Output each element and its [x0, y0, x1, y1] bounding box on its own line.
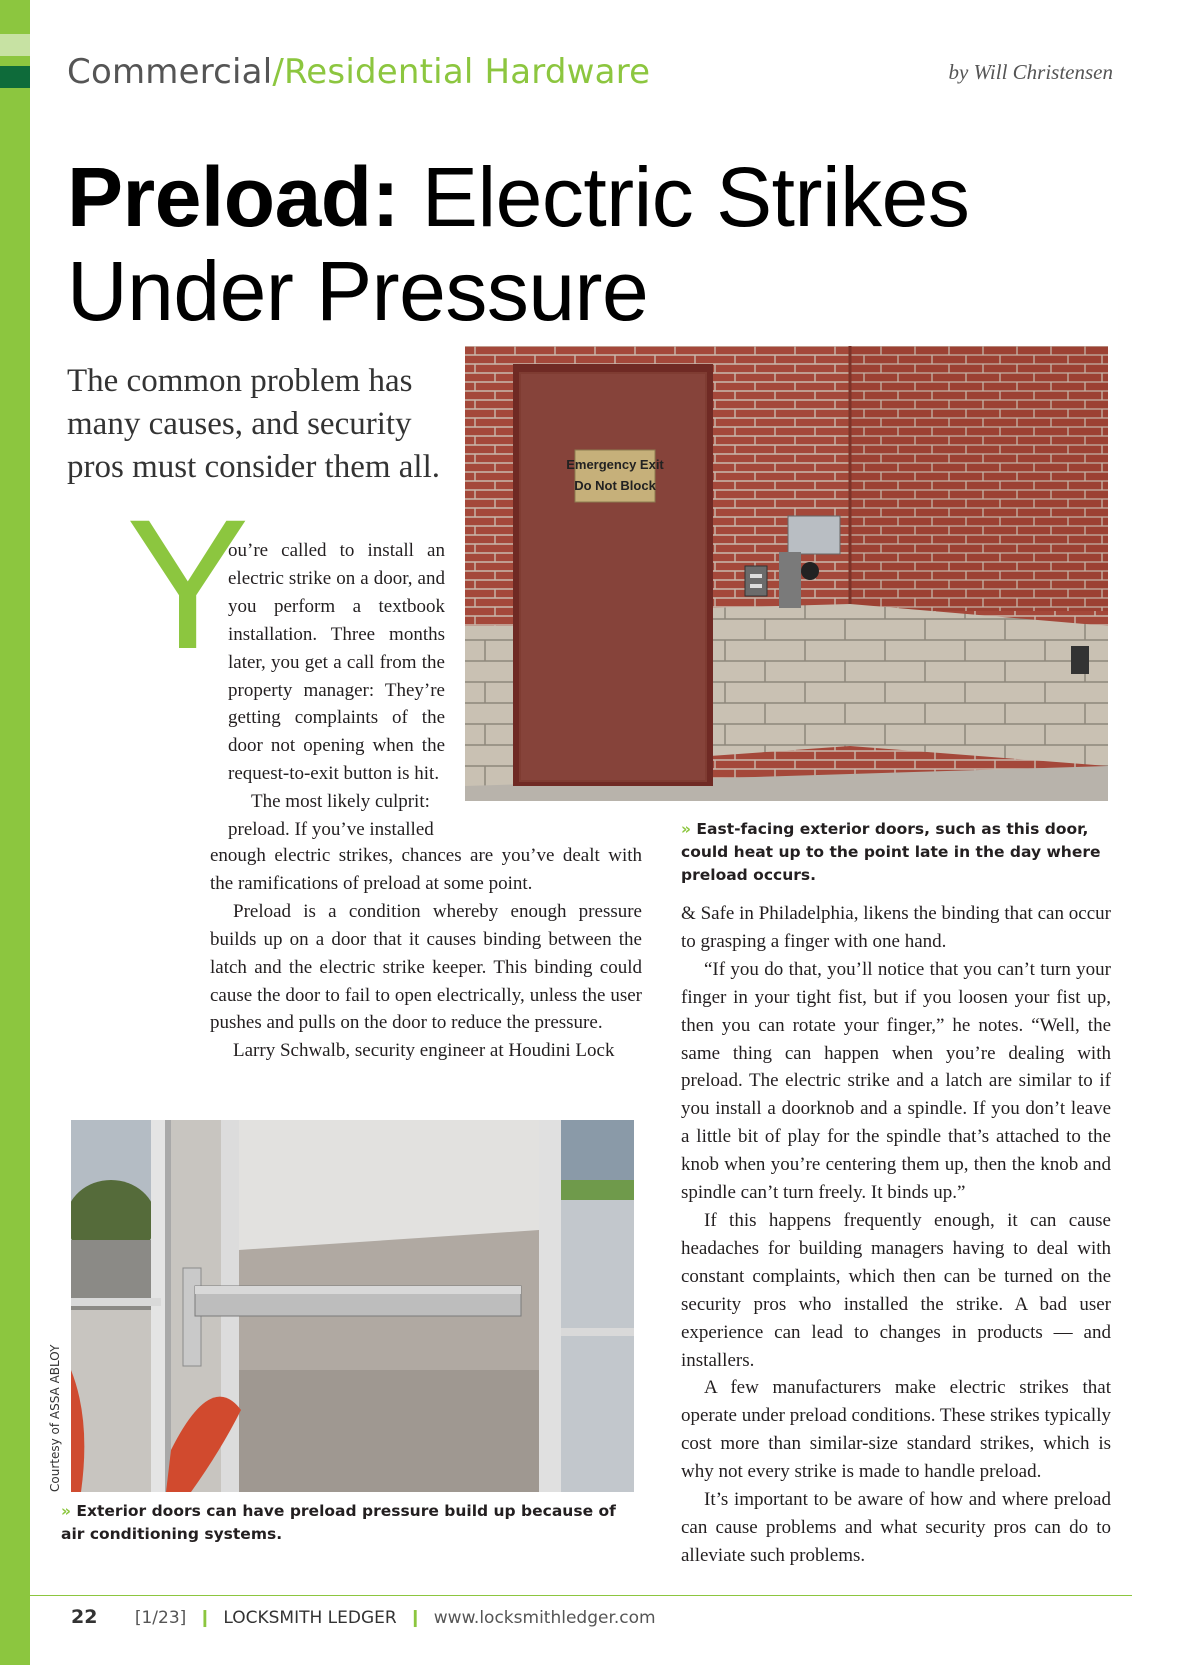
paragraph-2-start: The most likely culprit: preload. If you’ve installed	[228, 791, 434, 841]
accent-tab-light	[0, 34, 30, 56]
chevron-icon: »	[61, 1502, 72, 1520]
paragraph-3: Preload is a condition whereby enough pressure builds up on a door that it causes binding between the latch and the electric strike keeper. This binding could cause the door to fail to open electrically, unless the user pushes and pulls on the door to reduce the pressure.	[210, 900, 642, 1034]
magazine-name: LOCKSMITH LEDGER	[223, 1608, 397, 1628]
door-photo-illustration	[465, 346, 1108, 801]
door-sign-line1: Emergency Exit	[566, 457, 664, 472]
footer-rule	[30, 1595, 1132, 1596]
paragraph-6: If this happens frequently enough, it can cause headaches for building managers having to deal with constant complaints, which then can be turned on the security pros who installed the strike. A bad user experience can lead to changes in products — and installers.	[681, 1209, 1111, 1371]
door-sign-line2: Do Not Block	[574, 478, 656, 493]
paragraph-4-end: & Safe in Philadelphia, likens the binding that can occur to grasping a finger with one hand.	[681, 903, 1111, 952]
title-bold: Preload:	[67, 150, 400, 244]
title-line2: Under Pressure	[67, 244, 649, 338]
door-photo	[465, 346, 1108, 801]
magazine-url[interactable]: www.locksmithledger.com	[433, 1608, 656, 1628]
glass-door-photo	[71, 1120, 634, 1492]
paragraph-2-end: enough electric strikes, chances are you’ve dealt with the ramifications of preload at some point.	[210, 845, 642, 894]
body-column-1-upper	[228, 537, 445, 844]
paragraph-7: A few manufacturers make electric strikes that operate under preload conditions. These strikes typically cost more than similar-size standard strikes, which is why not every strike is made to handle preload.	[681, 1377, 1111, 1483]
section-commercial: Commercial	[67, 52, 273, 92]
byline: by Will Christensen	[948, 60, 1113, 84]
glass-photo-caption	[61, 1500, 621, 1546]
door-photo-caption	[681, 818, 1121, 887]
glass-door-illustration	[71, 1120, 634, 1492]
paragraph-4-start: Larry Schwalb, security engineer at Houdini Lock	[233, 1040, 615, 1062]
body-column-2	[681, 900, 1111, 1570]
paragraph-5: “If you do that, you’ll notice that you can’t turn your finger in your tight fist, but if you loosen your fist up, then you can rotate your finger,” he notes. “Well, the same thing can happen when you’re dealing with preload. The electric strike and a latch are similar to if you install a doorknob and a spindle. If you don’t leave a little bit of play for the spindle that’s attached to the knob when you’re centering them up, then the knob and spindle can’t turn freely. It binds up.”	[681, 958, 1111, 1204]
drop-cap: Y	[126, 482, 250, 688]
caption1-text: East-facing exterior doors, such as this door, could heat up to the point late in the day where preload occurs.	[681, 820, 1101, 884]
accent-tab-dark	[0, 66, 30, 88]
paragraph-1: ou’re called to install an electric strike on a door, and you perform a textbook installation. Three months later, you get a call from the property manager: They’re getting complaints of the door not opening when the request-to-exit button is hit.	[228, 540, 445, 785]
caption2-text: Exterior doors can have preload pressure build up because of air conditioning systems.	[61, 1502, 616, 1543]
left-accent-bar	[0, 0, 30, 1665]
title-line1-rest: Electric Strikes	[399, 150, 970, 244]
article-deck: The common problem has many causes, and security pros must consider them all.	[67, 363, 441, 485]
body-column-1-lower	[210, 842, 642, 1065]
section-slash: /	[272, 52, 285, 92]
article-title	[67, 150, 1167, 338]
photo-credit: Courtesy of ASSA ABLOY	[48, 1344, 62, 1492]
section-residential: Residential Hardware	[284, 52, 651, 92]
chevron-icon: »	[681, 820, 692, 838]
footer-separator: ❙	[408, 1608, 423, 1628]
page-number: 22	[71, 1606, 98, 1628]
paragraph-8: It’s important to be aware of how and where preload can cause problems and what security pros can do to alleviate such problems.	[681, 1489, 1111, 1566]
page-footer	[71, 1606, 656, 1628]
issue-date: [1/23]	[134, 1608, 187, 1628]
footer-separator: ❙	[197, 1608, 212, 1628]
section-header	[67, 52, 650, 92]
